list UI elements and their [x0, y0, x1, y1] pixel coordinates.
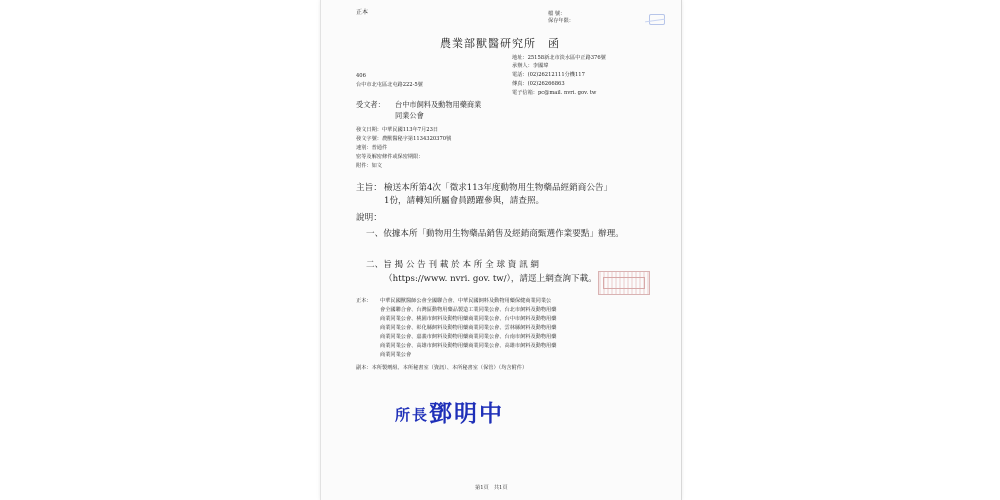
subject-line1: 檢送本所第4次「徵求113年度動物用生物藥品經銷商公告」 [384, 183, 613, 193]
secrecy-level: 密等及解密條件或保密期限： [356, 154, 424, 160]
contact-person: 承辦人：李國瑋 [512, 63, 549, 69]
director-name: 鄧明中 [429, 401, 505, 427]
recipient-name-line1: 台中市飼料及動物用藥商業 [395, 100, 482, 109]
retention-period: 保存年限： [548, 18, 574, 24]
page-number: 第1頁 共1頁 [475, 485, 508, 491]
issue-date: 發文日期：中華民國113年7月23日 [356, 127, 439, 133]
distribution-line-6: 商業同業公會、高雄市飼料及動物用藥商業同業公會、高雄市飼料及動物用藥 [380, 343, 557, 349]
distribution-line-3: 商業同業公會、桃園市飼料及動物用藥商業同業公會、台中市飼料及動物用藥 [380, 316, 557, 322]
attachment-info: 附件：如文 [356, 163, 382, 169]
explanation-item-2-line1: 二、旨 揭 公 告 刊 載 於 本 所 全 球 資 訊 網 [366, 260, 540, 270]
fax-number: 傳真：(02)26266863 [512, 81, 565, 87]
phone-number: 電話：(02)26212111分機117 [512, 72, 585, 78]
seal-stamp [598, 271, 650, 295]
director-title: 所長 [395, 406, 430, 424]
document-number: 發文字號：農獸醫秘字第1134320370號 [356, 136, 452, 142]
explanation-label: 說明： [356, 213, 382, 223]
recipient-address: 台中市北屯區北屯路222-5號 [356, 82, 423, 88]
subject-line2: 1份，請轉知所屬會員踴躍參與，請查照。 [384, 196, 545, 206]
postal-code: 406 [356, 73, 366, 79]
explanation-item-2-line2: （https://www. nvri. gov. tw/），請逕上網查詢下載。 [384, 274, 597, 284]
copy-type: 正本 [356, 9, 369, 16]
distribution-line-5: 商業同業公會、嘉義市飼料及動物用藥商業同業公會、台南市飼料及動物用藥 [380, 334, 557, 340]
copy-recipients: 副本：本所製劑組、本所秘書室（資訊）、本所秘書室（保管）（均含附件） [356, 365, 528, 371]
organization-title: 農業部獸醫研究所 函 [440, 37, 560, 50]
email-address: 電子信箱：pc@mail. nvri. gov. tw [512, 90, 597, 96]
distribution-line-7: 商業同業公會 [380, 352, 412, 358]
subject-label: 主旨： [356, 183, 382, 193]
recipient-label: 受文者： [356, 100, 385, 109]
distribution-label: 正本： [356, 298, 372, 304]
distribution-line-2: 會全國聯合會、台灣區動物用藥品製造工業同業公會、台北市飼料及動物用藥 [380, 307, 557, 313]
recipient-name-line2: 同業公會 [395, 111, 424, 120]
distribution-line-1: 中華民國獸醫師公會全國聯合會、中華民國飼料及動物用藥保健商業同業公 [380, 298, 552, 304]
seal-inner-box [603, 277, 645, 289]
file-number: 檔 號： [548, 11, 566, 17]
explanation-item-1: 一、依據本所「動物用生物藥品銷售及經銷商甄選作業要點」辦理。 [366, 229, 624, 239]
distribution-line-4: 商業同業公會、彰化縣飼料及動物用藥商業同業公會、雲林縣飼料及動物用藥 [380, 325, 557, 331]
director-signature [395, 395, 504, 428]
delivery-speed: 速別：普通件 [356, 145, 388, 151]
sender-address: 地址：25158新北市淡水區中正路376號 [512, 55, 606, 61]
